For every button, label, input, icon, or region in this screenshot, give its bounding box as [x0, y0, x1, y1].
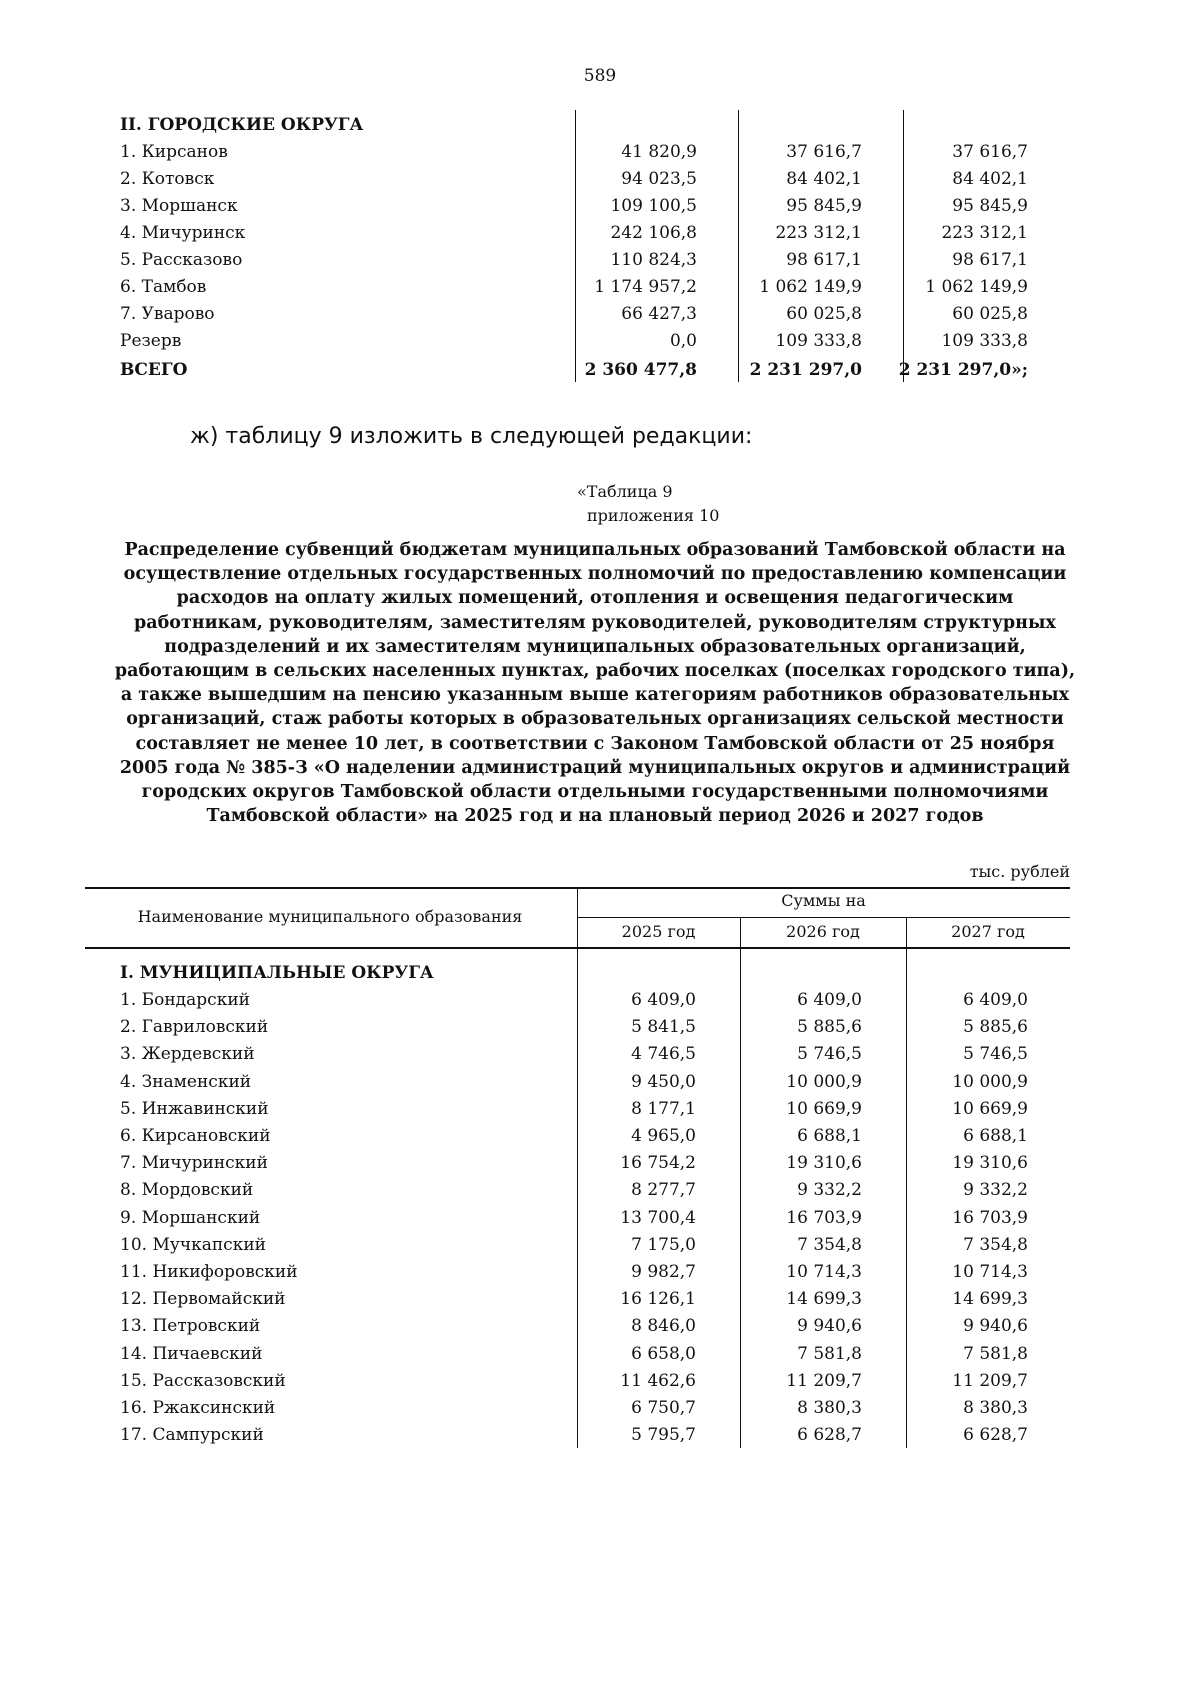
- value-2025: 2 360 477,8: [584, 360, 697, 380]
- value-2026: 8 380,3: [797, 1398, 862, 1418]
- title-line: 2005 года № 385-З «О наделении администраций муниципальных округов и администраций: [119, 757, 1071, 778]
- row-name: 7. Мичуринский: [120, 1153, 268, 1174]
- value-2025: 6 658,0: [631, 1343, 696, 1364]
- value-2026: 10 714,3: [786, 1262, 862, 1282]
- table-row: [0, 142, 1200, 169]
- row-name: 7. Уварово: [120, 304, 215, 324]
- value-2025: 41 820,9: [621, 142, 697, 162]
- table-row: [0, 990, 1200, 1017]
- title-line: работающим в сельских населенных пунктах, рабочих поселках (поселках городского типа),: [114, 661, 1076, 682]
- value-2027: 8 380,3: [963, 1398, 1028, 1418]
- row-name: 14. Пичаевский: [120, 1343, 263, 1364]
- value-2026: 16 703,9: [786, 1207, 862, 1228]
- value-2026: 98 617,1: [786, 250, 862, 270]
- value-2025: 1 174 957,2: [594, 277, 697, 297]
- value-2025: 242 106,8: [610, 223, 697, 243]
- table-row: [0, 277, 1200, 304]
- table-row: [0, 1099, 1200, 1126]
- title-line: подразделений и их заместителям муниципальных образовательных организаций,: [164, 636, 1026, 657]
- value-2025: 0,0: [669, 331, 697, 351]
- value-2027: 95 845,9: [952, 196, 1028, 216]
- title-line: Тамбовской области» на 2025 год и на плановый период 2026 и 2027 годов: [206, 806, 984, 827]
- value-2027: 60 025,8: [952, 304, 1028, 324]
- row-name: 10. Мучкапский: [120, 1234, 266, 1255]
- title-line: работникам, руководителям, заместителям руководителей, руководителям структурных: [134, 612, 1056, 633]
- value-2026: 14 699,3: [786, 1289, 862, 1310]
- row-name: 8. Мордовский: [120, 1180, 254, 1201]
- title-line: организаций, стаж работы которых в образовательных организациях сельской местности: [126, 709, 1064, 730]
- row-name: 4. Мичуринск: [120, 223, 246, 243]
- value-2027: 2 231 297,0»;: [898, 360, 1028, 380]
- table-row: [0, 1017, 1200, 1044]
- value-2026: 11 209,7: [786, 1370, 862, 1391]
- value-2025: 6 750,7: [631, 1398, 696, 1418]
- value-2025: 9 982,7: [631, 1262, 696, 1282]
- table-row: [0, 1262, 1200, 1289]
- row-name: 15. Рассказовский: [120, 1370, 286, 1391]
- table-title: [95, 538, 1095, 828]
- value-2026: 84 402,1: [786, 169, 862, 189]
- value-2026: 19 310,6: [786, 1153, 862, 1174]
- value-2027: 6 688,1: [963, 1126, 1028, 1146]
- row-name: ВСЕГО: [120, 360, 188, 380]
- row-name: 16. Ржаксинский: [120, 1398, 276, 1418]
- value-2025: 11 462,6: [620, 1370, 696, 1391]
- value-2026: 9 332,2: [797, 1180, 862, 1201]
- section-heading: I. МУНИЦИПАЛЬНЫЕ ОКРУГА: [120, 963, 434, 983]
- value-2027: 7 354,8: [963, 1234, 1028, 1255]
- value-2025: 8 177,1: [631, 1098, 696, 1119]
- value-2025: 5 841,5: [631, 1017, 696, 1038]
- section-heading: II. ГОРОДСКИЕ ОКРУГА: [120, 115, 364, 135]
- value-2026: 6 688,1: [797, 1126, 862, 1146]
- column-header-name: Наименование муниципального образования: [137, 907, 523, 926]
- row-name: 4. Знаменский: [120, 1071, 252, 1092]
- value-2027: 98 617,1: [952, 250, 1028, 270]
- table-row: [0, 1072, 1200, 1099]
- table-row: [0, 1126, 1200, 1153]
- column-header-2027: 2027 год: [951, 922, 1025, 941]
- title-line: расходов на оплату жилых помещений, отопления и освещения педагогическим: [176, 588, 1014, 609]
- table-row: [0, 169, 1200, 196]
- table-row: [0, 1425, 1200, 1452]
- value-2027: 6 628,7: [963, 1425, 1028, 1446]
- column-header-2026: 2026 год: [786, 922, 860, 941]
- table-row: [0, 1344, 1200, 1371]
- value-2027: 37 616,7: [952, 142, 1028, 162]
- value-2027: 10 669,9: [952, 1098, 1028, 1119]
- table-row: [0, 1208, 1200, 1235]
- table-row: [0, 223, 1200, 250]
- value-2026: 7 581,8: [797, 1343, 862, 1364]
- table-row: [0, 1316, 1200, 1343]
- value-2027: 16 703,9: [952, 1207, 1028, 1228]
- row-name: 5. Рассказово: [120, 250, 243, 270]
- value-2025: 6 409,0: [631, 990, 696, 1010]
- value-2027: 223 312,1: [941, 223, 1028, 243]
- value-2026: 5 885,6: [797, 1017, 862, 1038]
- table-row: [0, 1289, 1200, 1316]
- table-ref-line2: приложения 10: [587, 506, 720, 525]
- value-2025: 4 965,0: [631, 1126, 696, 1146]
- title-line: осуществление отдельных государственных полномочий по предоставлению компенсации: [123, 564, 1067, 585]
- value-2026: 6 628,7: [797, 1425, 862, 1446]
- instruction-text: ж) таблицу 9 изложить в следующей редакции:: [190, 424, 753, 449]
- table-row: [0, 1044, 1200, 1071]
- column-header-2025: 2025 год: [621, 922, 696, 941]
- value-2027: 5 885,6: [963, 1017, 1028, 1038]
- row-name: 6. Кирсановский: [120, 1126, 271, 1146]
- table-row: [0, 1398, 1200, 1425]
- value-2027: 10 714,3: [952, 1262, 1028, 1282]
- row-name: 17. Сампурский: [120, 1425, 264, 1446]
- table-row: [0, 304, 1200, 331]
- value-2027: 11 209,7: [952, 1370, 1028, 1391]
- table-row: [0, 1371, 1200, 1398]
- value-2025: 4 746,5: [631, 1044, 696, 1065]
- row-name: Резерв: [120, 331, 182, 351]
- row-name: 12. Первомайский: [120, 1289, 286, 1310]
- value-2026: 10 000,9: [786, 1071, 862, 1092]
- title-line: городских округов Тамбовской области отдельными государственными полномочиями: [141, 782, 1049, 803]
- value-2025: 7 175,0: [631, 1234, 696, 1255]
- column-header-sums: Суммы на: [781, 891, 866, 910]
- value-2027: 19 310,6: [952, 1153, 1028, 1174]
- table-row: [0, 331, 1200, 358]
- table-row: [0, 250, 1200, 277]
- table-row: [0, 1180, 1200, 1207]
- page-number: 589: [583, 66, 617, 86]
- value-2025: 109 100,5: [610, 196, 697, 216]
- row-name: 2. Котовск: [120, 169, 215, 189]
- value-2025: 8 846,0: [631, 1316, 696, 1337]
- value-2025: 66 427,3: [621, 304, 697, 324]
- value-2026: 109 333,8: [775, 331, 862, 351]
- value-2027: 6 409,0: [963, 990, 1028, 1010]
- table-ref-line1: «Таблица 9: [577, 482, 673, 501]
- value-2027: 9 940,6: [963, 1316, 1028, 1337]
- row-name: 2. Гавриловский: [120, 1017, 269, 1038]
- row-name: 13. Петровский: [120, 1316, 261, 1337]
- value-2025: 9 450,0: [631, 1071, 696, 1092]
- table-row: [0, 196, 1200, 223]
- row-name: 3. Жердевский: [120, 1044, 255, 1065]
- value-2025: 13 700,4: [620, 1207, 696, 1228]
- value-2026: 7 354,8: [797, 1234, 862, 1255]
- value-2026: 223 312,1: [775, 223, 862, 243]
- value-2027: 109 333,8: [941, 331, 1028, 351]
- value-2026: 9 940,6: [797, 1316, 862, 1337]
- units-label: тыс. рублей: [969, 862, 1070, 881]
- value-2025: 8 277,7: [631, 1180, 696, 1201]
- value-2027: 7 581,8: [963, 1343, 1028, 1364]
- value-2025: 16 126,1: [620, 1289, 696, 1310]
- table-row: [0, 1153, 1200, 1180]
- row-name: 9. Моршанский: [120, 1207, 261, 1228]
- value-2025: 16 754,2: [620, 1153, 696, 1174]
- value-2026: 6 409,0: [797, 990, 862, 1010]
- row-name: 11. Никифоровский: [120, 1262, 298, 1282]
- row-name: 1. Бондарский: [120, 990, 250, 1010]
- title-line: Распределение субвенций бюджетам муниципальных образований Тамбовской области на: [124, 540, 1066, 560]
- value-2025: 5 795,7: [631, 1425, 696, 1446]
- value-2026: 1 062 149,9: [759, 277, 862, 297]
- title-line: а также вышедшим на пенсию указанным выше категориям работников образовательных: [120, 685, 1070, 706]
- row-name: 5. Инжавинский: [120, 1098, 269, 1119]
- value-2027: 14 699,3: [952, 1289, 1028, 1310]
- value-2026: 10 669,9: [786, 1098, 862, 1119]
- title-line: составляет не менее 10 лет, в соответствии с Законом Тамбовской области от 25 ноября: [135, 733, 1055, 754]
- value-2027: 1 062 149,9: [925, 277, 1028, 297]
- value-2026: 37 616,7: [786, 142, 862, 162]
- value-2027: 84 402,1: [952, 169, 1028, 189]
- value-2027: 9 332,2: [963, 1180, 1028, 1201]
- row-name: 3. Моршанск: [120, 196, 238, 216]
- value-2027: 10 000,9: [952, 1071, 1028, 1092]
- value-2025: 94 023,5: [621, 169, 697, 189]
- value-2027: 5 746,5: [963, 1044, 1028, 1065]
- value-2025: 110 824,3: [610, 250, 697, 270]
- value-2026: 2 231 297,0: [749, 360, 862, 380]
- value-2026: 5 746,5: [797, 1044, 862, 1065]
- value-2026: 95 845,9: [786, 196, 862, 216]
- row-name: 1. Кирсанов: [120, 142, 228, 162]
- table-row: [0, 1235, 1200, 1262]
- table-row: [0, 360, 1200, 387]
- value-2026: 60 025,8: [786, 304, 862, 324]
- row-name: 6. Тамбов: [120, 277, 207, 297]
